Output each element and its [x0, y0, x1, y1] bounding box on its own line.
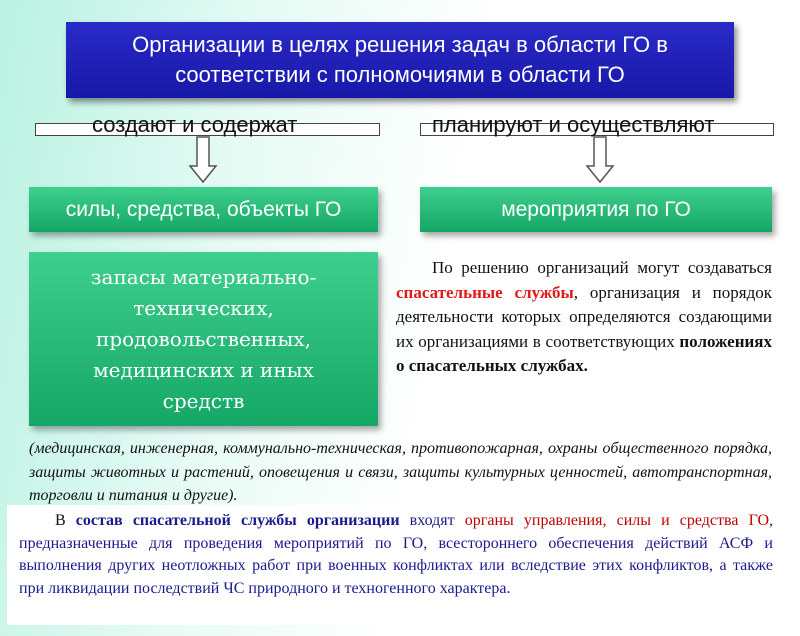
bottom-part2: входят [399, 512, 465, 529]
reserves-line-5: средств [162, 388, 245, 413]
rescue-services-paragraph [396, 256, 772, 379]
title-line-2: соответствии с полномочиями в области ГО [175, 62, 625, 87]
reserves-line-4: медицинских и иных [93, 357, 314, 382]
bottom-bold-blue: состав спасательной службы организации [75, 512, 400, 529]
measures-box [420, 187, 772, 232]
paragraph-part2: , организация и порядок деятельности которых определяются создающими их организациями в соответствующих [396, 282, 772, 351]
reserves-line-2: технических, [133, 295, 274, 320]
bottom-part1: В [55, 512, 76, 529]
right-bar-label: планируют и осуществляют [432, 112, 715, 137]
forces-box [29, 187, 378, 232]
reserves-line-3: продовольственных, [96, 326, 311, 351]
title-line-1: Организации в целях решения задач в области ГО в [132, 32, 668, 57]
title-box [66, 22, 734, 98]
reserves-line-1: запасы материально- [90, 264, 317, 289]
left-bar-label: создают и содержат [92, 112, 298, 137]
measures-box-label: мероприятия по ГО [501, 197, 691, 221]
forces-box-label: силы, средства, объекты ГО [65, 197, 342, 221]
bottom-red-1: органы управления, силы и средства ГО [464, 512, 769, 529]
paragraph-part1: По решению организаций могут создаваться [432, 258, 772, 277]
left-down-arrow-icon [188, 136, 218, 184]
paragraph-bold-tail: положениях о спасательных службах. [396, 331, 772, 375]
bottom-part3: , предназначенные для проведения мероприятий по ГО, всестороннего обеспечения действий АСФ и выполнения других неотложных работ при военных конфликтах или вследствие этих конфликтов, а также при ликвидации последствий ЧС природного и техногенного характера. [19, 512, 773, 597]
services-list: (медицинская, инженерная, коммунально-техническая, противопожарная, охраны общественного порядка, защиты животных и растений, оповещения и связи, защиты культурных ценностей, автотранспортная, торговли и питания и другие). [29, 440, 772, 504]
composition-box [7, 505, 783, 625]
paragraph-highlight: спасательные службы [396, 282, 574, 302]
right-down-arrow-icon [585, 136, 615, 184]
reserves-box [29, 252, 378, 426]
